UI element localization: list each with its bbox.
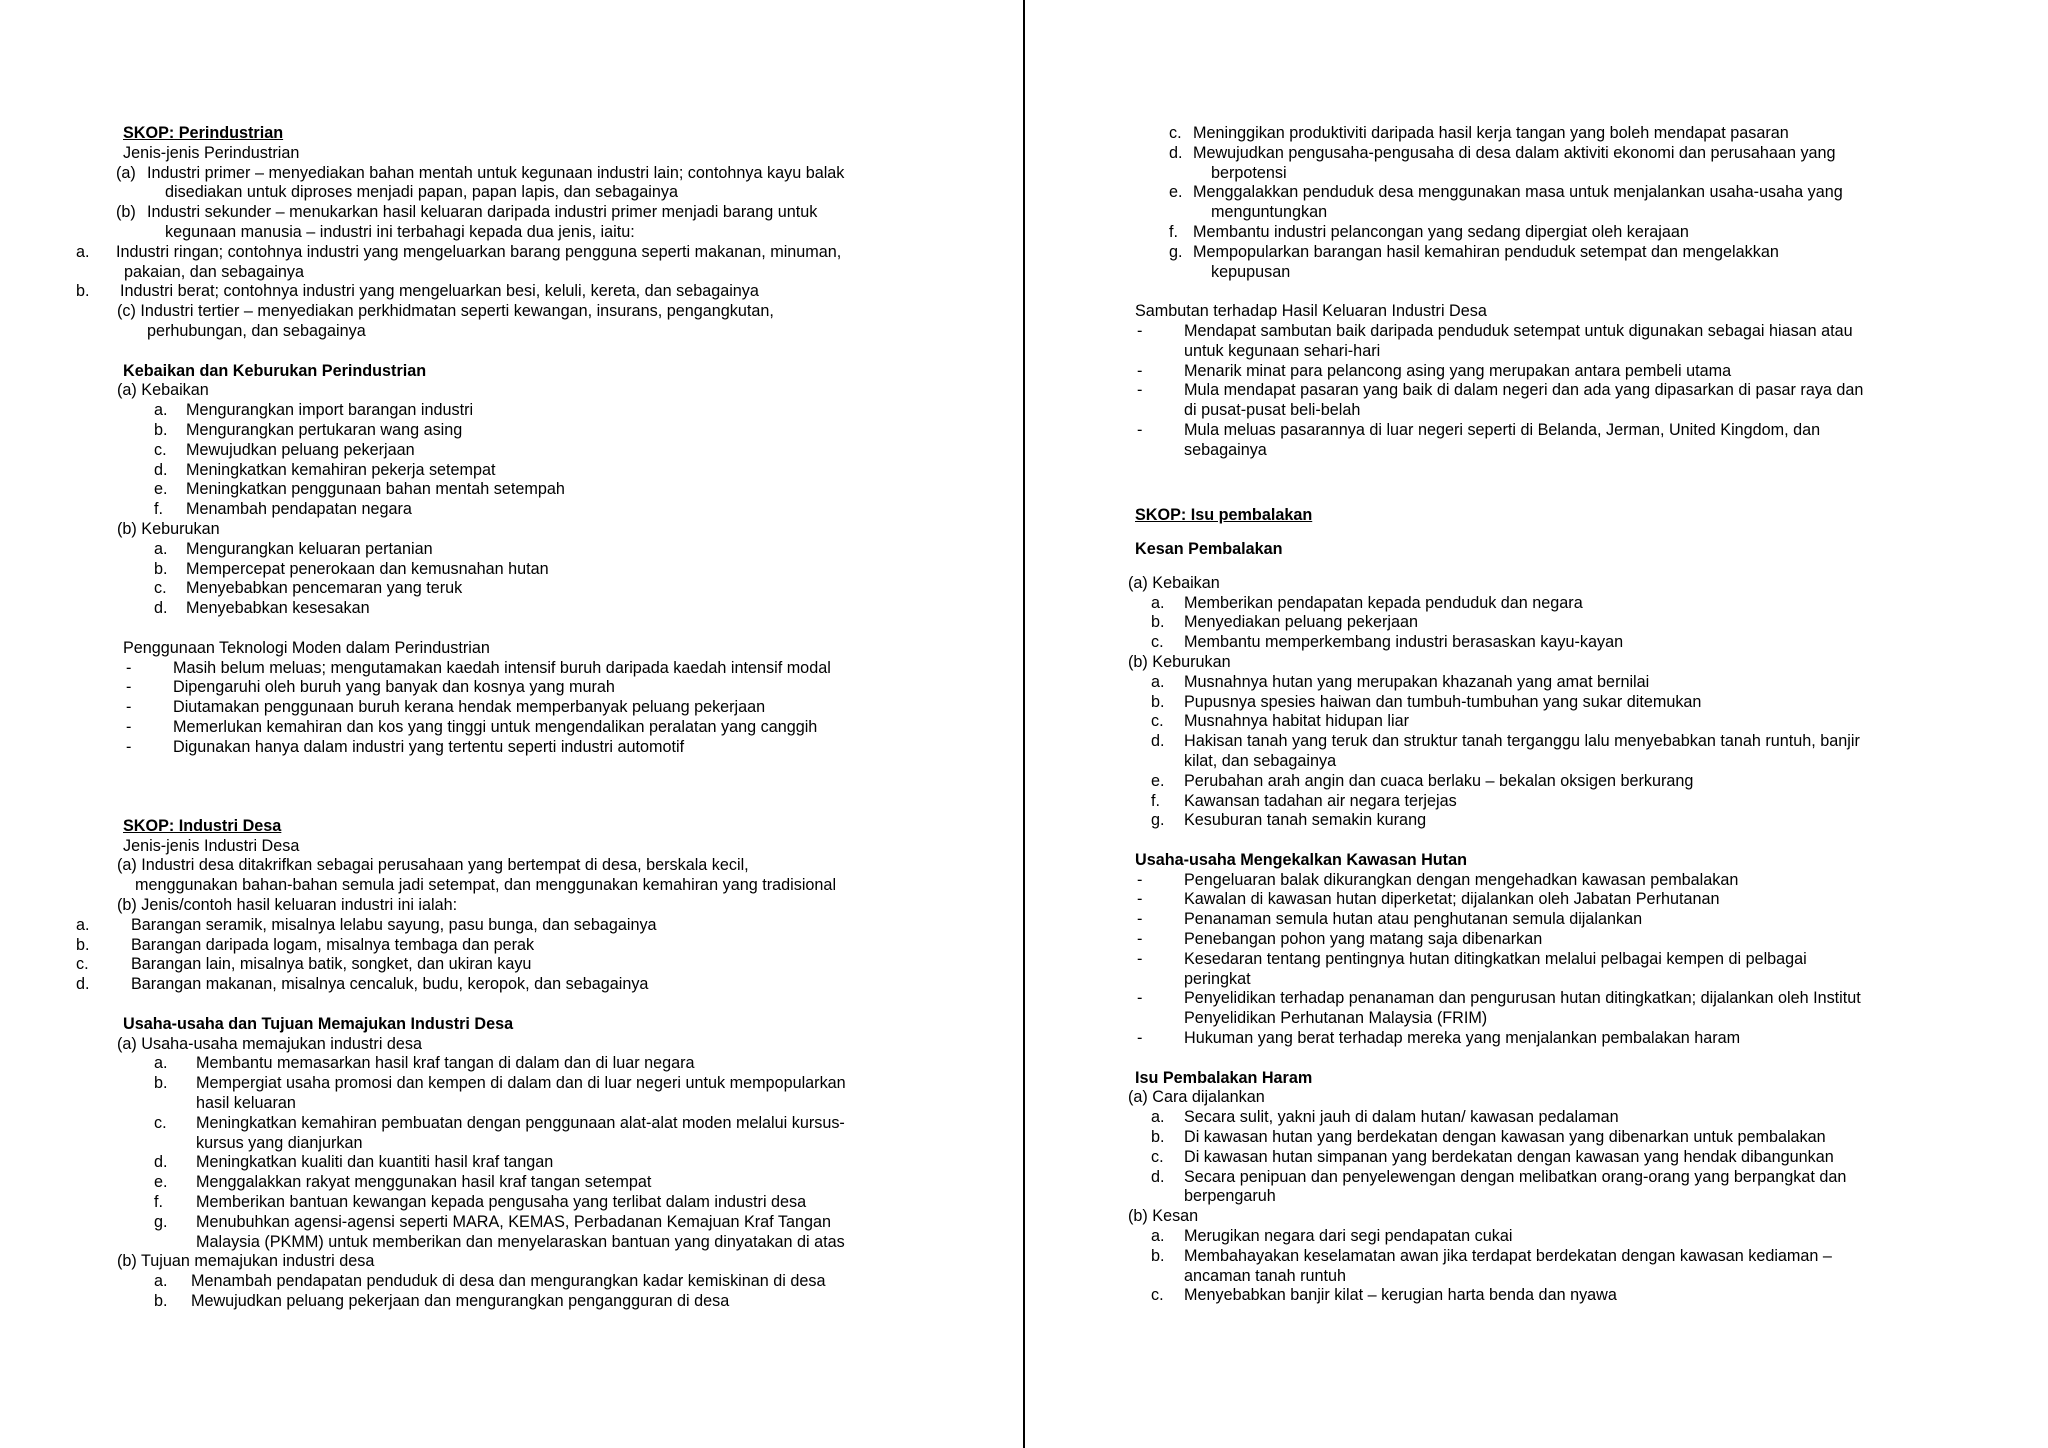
list-item — [68, 1213, 1003, 1233]
section-heading: SKOP: Perindustrian — [123, 124, 284, 142]
document-page-right — [1025, 0, 2048, 1448]
list-item — [1135, 792, 2028, 812]
list-item-text: Meningkatkan kemahiran pekerja setempat — [186, 460, 496, 479]
list-item-text: Digunakan hanya dalam industri yang tertentu seperti industri automotif — [173, 737, 685, 756]
list-marker: d. — [154, 460, 168, 479]
list-item-text: Mewujudkan peluang pekerjaan — [186, 440, 415, 459]
list-item — [1135, 811, 2028, 831]
list-marker: d. — [154, 1153, 168, 1172]
list-item-text: Memerlukan kemahiran dan kos yang tinggi untuk mengendalikan peralatan yang canggih — [173, 717, 818, 736]
page-left-content — [68, 124, 1003, 1312]
list-marker: - — [126, 717, 132, 736]
list-item-text: Meningkatkan kemahiran pembuatan dengan penggunaan alat-alat moden melalui kursus- — [196, 1113, 845, 1132]
list-item-text: Barangan daripada logam, misalnya tembaga dan perak — [131, 935, 535, 954]
list-item-text: Di kawasan hutan yang berdekatan dengan kawasan yang dibenarkan untuk pembalakan — [1184, 1128, 1826, 1147]
list-item — [68, 718, 1003, 738]
list-item — [1135, 633, 2028, 653]
list-item — [1135, 772, 2028, 792]
list-item-text: Menggalakkan penduduk desa menggunakan masa untuk menjalankan usaha-usaha yang — [1193, 183, 1843, 202]
document-page-left — [0, 0, 1023, 1448]
list-item-text: Kesedaran tentang pentingnya hutan ditingkatkan melalui pelbagai kempen di pelbagai — [1184, 949, 1807, 968]
list-item-text: Membahayakan keselamatan awan jika terdapat berdekatan dengan kawasan kediaman – — [1184, 1246, 1832, 1265]
list-item — [68, 698, 1003, 718]
list-item — [68, 1074, 1003, 1094]
list-item — [1135, 693, 2028, 713]
sublist-label: (b) Kesan — [1128, 1207, 1199, 1226]
list-item-continuation: sebagainya — [1184, 440, 1267, 459]
keburukan-list — [68, 540, 1003, 619]
list-item-text: Menubuhkan agensi-agensi seperti MARA, KEMAS, Perbadanan Kemajuan Kraf Tangan — [196, 1212, 831, 1231]
sublist-label: (a) Cara dijalankan — [1128, 1088, 1265, 1107]
list-item-text: Musnahnya habitat hidupan liar — [1184, 712, 1409, 731]
list-marker: a. — [1151, 672, 1165, 691]
list-item-text: Pengeluaran balak dikurangkan dengan mengehadkan kawasan pembalakan — [1184, 870, 1739, 889]
list-item-continuation: Malaysia (PKMM) untuk memberikan dan menyelaraskan bantuan yang dinyatakan di atas — [196, 1232, 845, 1251]
list-item-continuation: Penyelidikan Perhutanan Malaysia (FRIM) — [1184, 1009, 1488, 1028]
list-item — [1135, 930, 2028, 950]
list-item-text: Kesuburan tanah semakin kurang — [1184, 811, 1427, 830]
list-item — [1135, 1227, 2028, 1247]
list-item-text: Menyebabkan kesesakan — [186, 599, 370, 618]
list-marker: b. — [154, 559, 168, 578]
list-marker: c. — [1169, 124, 1182, 142]
list-item — [68, 1173, 1003, 1193]
list-marker: d. — [1151, 1167, 1165, 1186]
list-item-text: Secara sulit, yakni jauh di dalam hutan/ kawasan pedalaman — [1184, 1108, 1619, 1127]
list-item — [68, 480, 1003, 500]
list-item-text: Membantu memperkembang industri berasaskan kayu-kayan — [1184, 633, 1624, 652]
list-item — [68, 164, 1003, 184]
list-marker: g. — [1169, 242, 1183, 261]
list-item — [1135, 243, 2028, 263]
list-item-text: Barangan makanan, misalnya cencaluk, budu, keropok, dan sebagainya — [131, 975, 649, 994]
list-item-continuation: peringkat — [1184, 969, 1251, 988]
list-item — [1135, 1148, 2028, 1168]
list-marker: a. — [76, 915, 90, 934]
list-marker: d. — [76, 975, 90, 994]
list-item-text: Hakisan tanah yang teruk dan struktur tanah terganggu lalu menyebabkan tanah runtuh, banjir — [1184, 732, 1860, 751]
section-heading: Usaha-usaha dan Tujuan Memajukan Industri Desa — [123, 1014, 514, 1033]
list-item-text: Industri sekunder – menukarkan hasil keluaran daripada industri primer menjadi barang untuk — [147, 203, 818, 222]
list-marker: d. — [1169, 143, 1183, 162]
list-item-text: Kawansan tadahan air negara terjejas — [1184, 791, 1457, 810]
list-item — [1135, 910, 2028, 930]
list-item-text: Pupusnya spesies haiwan dan tumbuh-tumbuhan yang sukar ditemukan — [1184, 692, 1702, 711]
list-item — [1135, 124, 2028, 144]
list-marker: f. — [154, 500, 163, 519]
list-marker: b. — [1151, 1246, 1165, 1265]
list-item-text: Menyediakan peluang pekerjaan — [1184, 613, 1418, 632]
list-marker: c. — [1151, 1147, 1164, 1166]
list-marker: a. — [1151, 593, 1165, 612]
list-item — [1135, 1247, 2028, 1267]
list-item-text: Penyelidikan terhadap penanaman dan pengurusan hutan ditingkatkan; dijalankan oleh Institut — [1184, 989, 1861, 1008]
list-item — [68, 599, 1003, 619]
tujuan-list — [68, 1272, 1003, 1312]
list-item-continuation: menggunakan bahan-bahan semula jadi setempat, dan menggunakan kemahiran yang tradisional — [135, 876, 837, 895]
list-item — [1135, 223, 2028, 243]
teknologi-list — [68, 659, 1003, 758]
list-item — [68, 1272, 1003, 1292]
list-marker: a. — [154, 1272, 168, 1291]
list-item — [68, 421, 1003, 441]
list-marker: c. — [154, 440, 167, 459]
list-marker: - — [1137, 989, 1143, 1008]
list-item — [68, 936, 1003, 956]
list-item-text: Meningkatkan kualiti dan kuantiti hasil kraf tangan — [196, 1153, 554, 1172]
list-item-text: Menggalakkan rakyat menggunakan hasil kraf tangan setempat — [196, 1173, 652, 1192]
list-marker: - — [126, 737, 132, 756]
list-marker: e. — [154, 1173, 168, 1192]
list-marker: (a) — [116, 163, 136, 182]
list-marker: c. — [154, 579, 167, 598]
list-item — [68, 441, 1003, 461]
list-marker: c. — [154, 1113, 167, 1132]
list-item-text: Barangan lain, misalnya batik, songket, dan ukiran kayu — [131, 955, 532, 974]
list-marker: - — [1137, 949, 1143, 968]
section-heading: Usaha-usaha Mengekalkan Kawasan Hutan — [1135, 850, 1467, 869]
list-item-continuation: berpengaruh — [1184, 1187, 1276, 1206]
list-item-text: Industri ringan; contohnya industri yang mengeluarkan barang pengguna seperti makanan, minuman, — [116, 242, 842, 261]
list-marker: f. — [154, 1193, 163, 1212]
list-item-text: Meningkatkan penggunaan bahan mentah setempah — [186, 480, 565, 499]
list-item — [68, 916, 1003, 936]
list-marker: b. — [154, 1074, 168, 1093]
list-item — [1135, 871, 2028, 891]
list-item-text: Menyebabkan banjir kilat – kerugian harta benda dan nyawa — [1184, 1286, 1617, 1305]
list-marker: b. — [154, 1292, 168, 1311]
list-item-text: Penebangan pohon yang matang saja dibenarkan — [1184, 930, 1543, 949]
kebaikan-list — [1135, 594, 2028, 653]
list-marker: c. — [1151, 1286, 1164, 1305]
list-item-continuation: kepupusan — [1211, 262, 1291, 281]
list-item-text: Diutamakan penggunaan buruh kerana hendak memperbanyak peluang pekerjaan — [173, 698, 766, 717]
list-item-continuation: kegunaan manusia – industri ini terbahagi kepada dua jenis, iaitu: — [165, 222, 635, 241]
list-item — [1135, 1029, 2028, 1049]
list-item — [68, 560, 1003, 580]
list-marker: a. — [154, 1054, 168, 1073]
list-item — [68, 243, 1003, 263]
subheading: Kesan Pembalakan — [1135, 539, 1283, 558]
list-item — [1135, 594, 2028, 614]
sublist-label: (a) Usaha-usaha memajukan industri desa — [117, 1034, 423, 1053]
list-marker: e. — [1151, 771, 1165, 790]
list-item-text: Mewujudkan pengusaha-pengusaha di desa dalam aktiviti ekonomi dan perusahaan yang — [1193, 143, 1836, 162]
list-item — [1135, 1108, 2028, 1128]
list-item — [68, 540, 1003, 560]
list-item — [68, 1054, 1003, 1074]
list-item-continuation: untuk kegunaan sehari-hari — [1184, 341, 1381, 360]
list-marker: f. — [1151, 791, 1160, 810]
list-item — [1135, 1286, 2028, 1306]
list-item-text: Mempercepat penerokaan dan kemusnahan hutan — [186, 559, 549, 578]
section-heading: SKOP: Industri Desa — [123, 816, 282, 835]
list-marker: - — [1137, 930, 1143, 949]
section-heading: Isu Pembalakan Haram — [1135, 1068, 1313, 1087]
list-item-text: Industri primer – menyediakan bahan mentah untuk kegunaan industri lain; contohnya kayu balak — [147, 163, 845, 182]
list-item-text: Masih belum meluas; mengutamakan kaedah intensif buruh daripada kaedah intensif modal — [173, 658, 831, 677]
list-item-text: Hukuman yang berat terhadap mereka yang menjalankan pembalakan haram — [1184, 1029, 1741, 1048]
list-item — [68, 203, 1003, 223]
list-item-text: Membantu memasarkan hasil kraf tangan di dalam dan di luar negara — [196, 1054, 695, 1073]
list-marker: d. — [1151, 732, 1165, 751]
list-item — [1135, 1128, 2028, 1148]
kesan-list — [1135, 1227, 2028, 1306]
list-item — [68, 975, 1003, 995]
list-marker: c. — [1151, 633, 1164, 652]
tujuan-continued-list — [1135, 124, 2028, 282]
list-item-text: Menambah pendapatan penduduk di desa dan mengurangkan kadar kemiskinan di desa — [191, 1272, 826, 1291]
list-item: (a) Industri desa ditakrifkan sebagai perusahaan yang bertempat di desa, berskala kecil, — [117, 856, 749, 875]
list-item-continuation: kursus yang dianjurkan — [196, 1133, 363, 1152]
list-item — [1135, 381, 2028, 401]
list-item-text: Menambah pendapatan negara — [186, 500, 412, 519]
list-item-text: Mendapat sambutan baik daripada penduduk setempat untuk digunakan sebagai hiasan atau — [1184, 321, 1853, 340]
list-item-continuation: pakaian, dan sebagainya — [124, 262, 305, 281]
list-item — [1135, 950, 2028, 970]
list-item-continuation: berpotensi — [1211, 163, 1287, 182]
list-marker: e. — [154, 480, 168, 499]
list-marker: a. — [154, 401, 168, 420]
list-item — [68, 1114, 1003, 1134]
list-item — [68, 955, 1003, 975]
list-item — [68, 282, 1003, 302]
section-heading: Kebaikan dan Keburukan Perindustrian — [123, 361, 427, 380]
list-marker: d. — [154, 599, 168, 618]
list-item — [1135, 322, 2028, 342]
list-marker: - — [126, 698, 132, 717]
list-item — [1135, 421, 2028, 441]
subheading: Jenis-jenis Perindustrian — [123, 143, 300, 162]
keburukan-list — [1135, 673, 2028, 831]
list-marker: - — [1137, 361, 1143, 380]
list-item-text: Mempergiat usaha promosi dan kempen di dalam dan di luar negeri untuk mempopularkan — [196, 1074, 846, 1093]
list-marker: f. — [1169, 222, 1178, 241]
list-marker: b. — [76, 935, 90, 954]
list-marker: g. — [154, 1212, 168, 1231]
list-item — [1135, 1168, 2028, 1188]
list-marker: - — [1137, 890, 1143, 909]
list-marker: g. — [1151, 811, 1165, 830]
list-marker: c. — [76, 955, 89, 974]
list-marker: b. — [154, 420, 168, 439]
sublist-label: (b) Jenis/contoh hasil keluaran industri ini ialah: — [117, 896, 458, 915]
list-item-text: Industri berat; contohnya industri yang mengeluarkan besi, keluli, kereta, dan sebagainya — [120, 282, 759, 301]
list-item-text: Mula mendapat pasaran yang baik di dalam negeri dan ada yang dipasarkan di pasar raya dan — [1184, 381, 1864, 400]
list-item-continuation: perhubungan, dan sebagainya — [147, 321, 366, 340]
list-item-text: Meninggikan produktiviti daripada hasil kerja tangan yang boleh mendapat pasaran — [1193, 124, 1789, 142]
list-item-text: Memberikan bantuan kewangan kepada pengusaha yang terlibat dalam industri desa — [196, 1193, 807, 1212]
list-item-continuation: menguntungkan — [1211, 203, 1328, 222]
list-item-text: Menarik minat para pelancong asing yang merupakan antara pembeli utama — [1184, 361, 1732, 380]
list-item-text: Membantu industri pelancongan yang sedang dipergiat oleh kerajaan — [1193, 222, 1689, 241]
list-marker: b. — [1151, 613, 1165, 632]
sublist-label: (a) Kebaikan — [1128, 573, 1220, 592]
list-item-text: Mengurangkan keluaran pertanian — [186, 539, 433, 558]
jenis-desa-list — [68, 916, 1003, 995]
list-item-text: Perubahan arah angin dan cuaca berlaku – bekalan oksigen berkurang — [1184, 771, 1694, 790]
list-item-text: Penanaman semula hutan atau penghutanan semula dijalankan — [1184, 910, 1643, 929]
list-item-text: Dipengaruhi oleh buruh yang banyak dan kosnya yang murah — [173, 678, 615, 697]
list-item-text: Memberikan pendapatan kepada penduduk dan negara — [1184, 593, 1583, 612]
list-marker: - — [1137, 1029, 1143, 1048]
kawalan-hutan-list — [1135, 871, 2028, 1049]
list-item: (c) Industri tertier – menyediakan perkhidmatan seperti kewangan, insurans, pengangkutan, — [117, 302, 774, 321]
list-item-text: Kawalan di kawasan hutan diperketat; dijalankan oleh Jabatan Perhutanan — [1184, 890, 1720, 909]
list-item — [1135, 362, 2028, 382]
list-item-text: Menyebabkan pencemaran yang teruk — [186, 579, 463, 598]
list-item — [1135, 732, 2028, 752]
section-heading: Sambutan terhadap Hasil Keluaran Industri Desa — [1135, 302, 1487, 321]
list-item — [68, 461, 1003, 481]
list-item-continuation: kilat, dan sebagainya — [1184, 751, 1337, 770]
list-marker: b. — [1151, 692, 1165, 711]
list-item — [68, 1193, 1003, 1213]
list-marker: - — [1137, 420, 1143, 439]
list-item — [1135, 712, 2028, 732]
list-item — [68, 1292, 1003, 1312]
section-heading: Penggunaan Teknologi Moden dalam Perindustrian — [123, 638, 490, 657]
list-item — [1135, 144, 2028, 164]
list-item-continuation: di pusat-pusat beli-belah — [1184, 401, 1361, 420]
usaha-list — [68, 1054, 1003, 1252]
list-marker: - — [126, 678, 132, 697]
list-marker: e. — [1169, 183, 1183, 202]
sublist-label: (b) Tujuan memajukan industri desa — [117, 1252, 375, 1271]
list-item-text: Mengurangkan pertukaran wang asing — [186, 420, 463, 439]
list-item — [68, 500, 1003, 520]
list-item-text: Merugikan negara dari segi pendapatan cukai — [1184, 1227, 1513, 1246]
list-item — [68, 401, 1003, 421]
list-item — [68, 579, 1003, 599]
page-right-content — [1128, 124, 2028, 1306]
sublist-label: (b) Keburukan — [1128, 652, 1231, 671]
kebaikan-list — [68, 401, 1003, 520]
list-item-text: Mula meluas pasarannya di luar negeri seperti di Belanda, Jerman, United Kingdom, dan — [1184, 420, 1821, 439]
list-item-continuation: disediakan untuk diproses menjadi papan, papan lapis, dan sebagainya — [165, 183, 678, 202]
section-heading: SKOP: Isu pembalakan — [1135, 506, 1313, 525]
list-marker: a. — [76, 242, 90, 261]
cara-list — [1135, 1108, 2028, 1207]
list-item-text: Musnahnya hutan yang merupakan khazanah yang amat bernilai — [1184, 672, 1650, 691]
list-marker: - — [1137, 321, 1143, 340]
list-item-continuation: ancaman tanah runtuh — [1184, 1266, 1346, 1285]
list-marker: b. — [1151, 1128, 1165, 1147]
list-item — [68, 738, 1003, 758]
list-marker: - — [1137, 381, 1143, 400]
list-marker: a. — [154, 539, 168, 558]
list-marker: a. — [1151, 1227, 1165, 1246]
list-item — [1135, 989, 2028, 1009]
list-marker: (b) — [116, 203, 136, 222]
list-item — [68, 659, 1003, 679]
list-item — [1135, 613, 2028, 633]
sublist-label: (b) Keburukan — [117, 519, 220, 538]
list-item-text: Mewujudkan peluang pekerjaan dan mengurangkan pengangguran di desa — [191, 1292, 730, 1311]
list-item — [1135, 673, 2028, 693]
list-item-text: Barangan seramik, misalnya lelabu sayung, pasu bunga, dan sebagainya — [131, 915, 657, 934]
sambutan-list — [1135, 322, 2028, 461]
list-marker: - — [1137, 910, 1143, 929]
list-item-text: Secara penipuan dan penyelewengan dengan melibatkan orang-orang yang berpangkat dan — [1184, 1167, 1847, 1186]
list-item — [68, 678, 1003, 698]
list-item — [68, 1153, 1003, 1173]
list-marker: - — [1137, 870, 1143, 889]
subheading: Jenis-jenis Industri Desa — [123, 836, 300, 855]
list-marker: a. — [1151, 1108, 1165, 1127]
list-item — [1135, 890, 2028, 910]
list-item — [1135, 183, 2028, 203]
list-item-continuation: hasil keluaran — [196, 1094, 296, 1113]
list-item-text: Mengurangkan import barangan industri — [186, 401, 474, 420]
sublist-label: (a) Kebaikan — [117, 381, 209, 400]
list-item-text: Di kawasan hutan simpanan yang berdekatan dengan kawasan yang hendak dibangunkan — [1184, 1147, 1834, 1166]
list-item-text: Mempopularkan barangan hasil kemahiran penduduk setempat dan mengelakkan — [1193, 242, 1779, 261]
list-marker: c. — [1151, 712, 1164, 731]
list-marker: b. — [76, 282, 90, 301]
list-marker: - — [126, 658, 132, 677]
